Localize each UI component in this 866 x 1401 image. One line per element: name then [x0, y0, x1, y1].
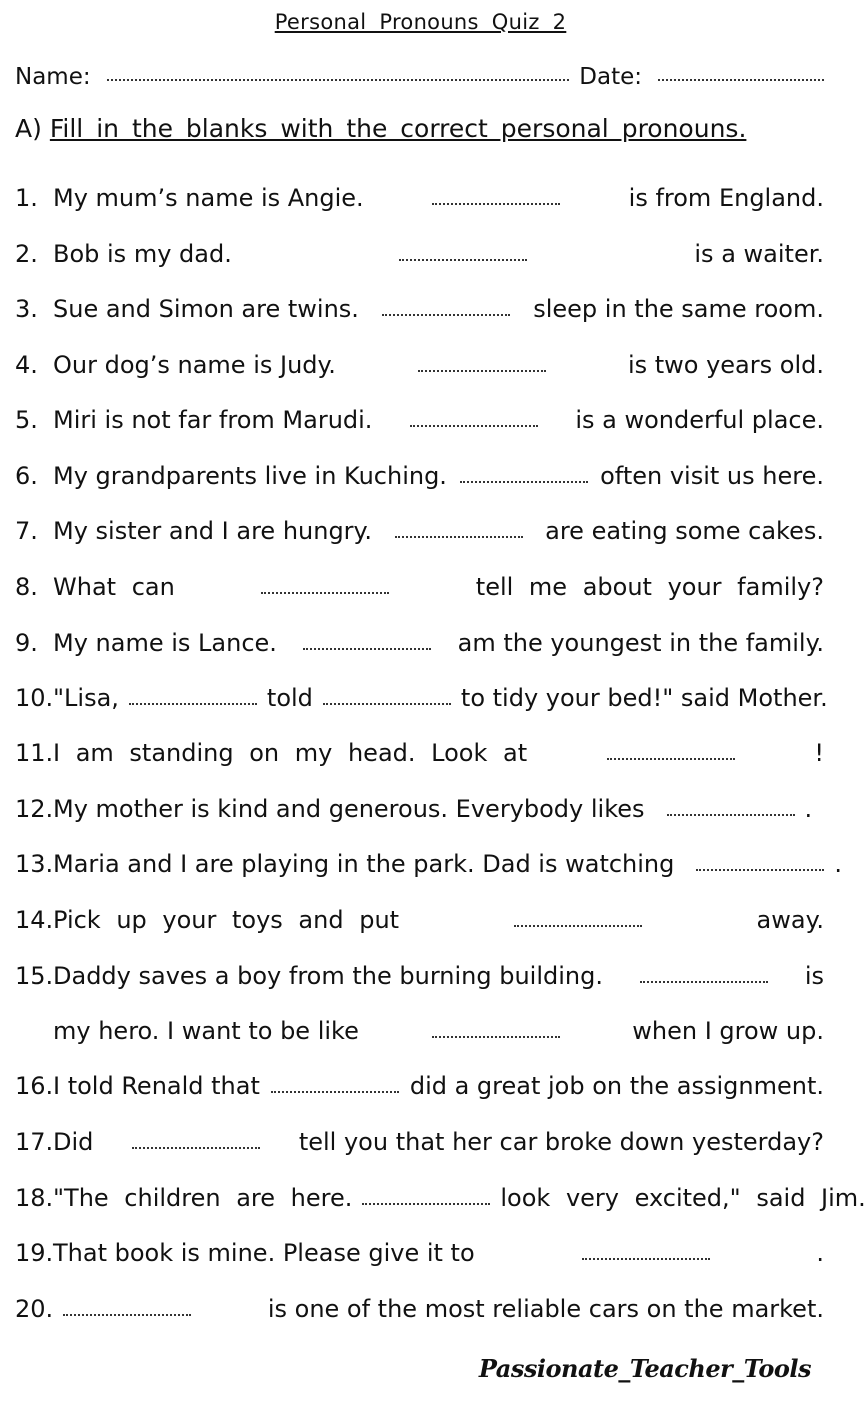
- question-text: [53, 1128, 824, 1156]
- question-text-segment: My mother is kind and generous. Everybody likes: [53, 795, 645, 823]
- question-text-segment: to tidy your bed!" said Mother.: [460, 684, 828, 712]
- question-text-segment: Our dog’s name is Judy.: [53, 351, 336, 379]
- question-text-segment: Sue and Simon are twins.: [53, 295, 359, 323]
- question-text-segment: That book is mine. Please give it to: [53, 1239, 475, 1267]
- question-text: [53, 184, 824, 212]
- quiz-title: Personal Pronouns Quiz 2: [274, 10, 567, 34]
- question-text-segment: is a wonderful place.: [575, 406, 824, 434]
- name-label: Name:: [15, 64, 91, 90]
- question-text-segment: My grandparents live in Kuching.: [53, 462, 447, 490]
- question-text-segment: Did: [53, 1128, 94, 1156]
- name-blank[interactable]: [107, 79, 570, 81]
- answer-blank[interactable]: [667, 814, 795, 816]
- answer-blank[interactable]: [399, 259, 527, 261]
- date-label: Date:: [579, 64, 642, 90]
- question-number: 16.: [15, 1072, 54, 1100]
- question-text: [53, 351, 824, 379]
- question-text: [53, 517, 824, 545]
- question-number: 5.: [15, 406, 38, 434]
- question-16: [15, 1005, 824, 1045]
- answer-blank[interactable]: [640, 981, 768, 983]
- answer-blank[interactable]: [582, 1258, 710, 1260]
- question-text-segment: told: [266, 684, 313, 712]
- question-7: [15, 505, 824, 545]
- answer-blank[interactable]: [696, 869, 824, 871]
- question-text-segment: My mum’s name is Angie.: [53, 184, 364, 212]
- answer-blank[interactable]: [382, 314, 510, 316]
- question-text-segment: .: [834, 850, 843, 878]
- question-text-segment: Daddy saves a boy from the burning building.: [53, 962, 603, 990]
- question-text-segment: is: [804, 962, 824, 990]
- question-text-segment: I am standing on my head. Look at: [53, 739, 528, 767]
- question-text-segment: What can: [53, 573, 175, 601]
- question-17: [15, 1060, 824, 1100]
- question-text: [53, 962, 824, 990]
- question-text-segment: .: [816, 1239, 824, 1267]
- question-text: [53, 684, 828, 712]
- question-text-segment: am the youngest in the family.: [457, 629, 824, 657]
- question-number: 12.: [15, 795, 54, 823]
- answer-blank[interactable]: [607, 758, 735, 760]
- question-text-segment: My name is Lance.: [53, 629, 277, 657]
- question-text: [53, 573, 824, 601]
- question-text-segment: sleep in the same room.: [533, 295, 824, 323]
- question-text: [53, 795, 824, 823]
- question-number: 14.: [15, 906, 54, 934]
- question-text: [53, 240, 824, 268]
- student-info-row: [15, 56, 824, 90]
- question-text-segment: Miri is not far from Marudi.: [53, 406, 373, 434]
- question-text: [53, 1239, 824, 1267]
- question-8: [15, 561, 824, 601]
- question-10: [15, 672, 828, 712]
- question-number: 6.: [15, 462, 38, 490]
- answer-blank[interactable]: [432, 203, 560, 205]
- question-text: [53, 462, 824, 490]
- question-text-segment: my hero. I want to be like: [53, 1017, 359, 1045]
- question-number: 10.: [15, 684, 54, 712]
- question-1: [15, 172, 824, 212]
- question-number: 13.: [15, 850, 54, 878]
- question-number: 17.: [15, 1128, 54, 1156]
- date-blank[interactable]: [658, 79, 824, 81]
- question-text: [53, 1295, 824, 1323]
- question-number: 2.: [15, 240, 38, 268]
- question-number: 9.: [15, 629, 38, 657]
- answer-blank[interactable]: [323, 703, 451, 705]
- question-text: [53, 1017, 824, 1045]
- question-20: [15, 1227, 824, 1267]
- question-number: 3.: [15, 295, 38, 323]
- answer-blank[interactable]: [63, 1314, 191, 1316]
- question-text-segment: tell you that her car broke down yesterday?: [298, 1128, 824, 1156]
- answer-blank[interactable]: [261, 592, 389, 594]
- section-heading: [15, 114, 824, 143]
- question-number: 11.: [15, 739, 54, 767]
- question-number: 15.: [15, 962, 54, 990]
- question-number: 7.: [15, 517, 38, 545]
- question-12: [15, 783, 824, 823]
- question-text-segment: "The children are here.: [53, 1184, 353, 1212]
- question-2: [15, 228, 824, 268]
- question-text-segment: "Lisa,: [53, 684, 119, 712]
- section-instruction: Fill in the blanks with the correct personal pronouns.: [49, 114, 747, 143]
- question-14: [15, 894, 824, 934]
- question-text-segment: away.: [756, 906, 824, 934]
- answer-blank[interactable]: [132, 1147, 260, 1149]
- question-text-segment: look very excited," said Jim.: [500, 1184, 866, 1212]
- question-text-segment: did a great job on the assignment.: [409, 1072, 824, 1100]
- question-text-segment: are eating some cakes.: [545, 517, 824, 545]
- answer-blank[interactable]: [410, 425, 538, 427]
- question-text-segment: My sister and I are hungry.: [53, 517, 372, 545]
- question-text-segment: tell me about your family?: [475, 573, 824, 601]
- answer-blank[interactable]: [418, 370, 546, 372]
- question-21: [15, 1283, 824, 1323]
- answer-blank[interactable]: [460, 481, 588, 483]
- question-9: [15, 617, 824, 657]
- footer-credit: Passionate_Teacher_Tools: [478, 1354, 811, 1383]
- answer-blank[interactable]: [271, 1091, 399, 1093]
- question-text: [53, 739, 824, 767]
- question-5: [15, 394, 824, 434]
- question-number: 18.: [15, 1184, 54, 1212]
- question-text-segment: .: [804, 795, 813, 823]
- question-text: [53, 1072, 824, 1100]
- question-text: [53, 1184, 866, 1212]
- answer-blank[interactable]: [129, 703, 257, 705]
- question-text-segment: is one of the most reliable cars on the market.: [267, 1295, 824, 1323]
- question-text-segment: is a waiter.: [694, 240, 824, 268]
- question-text: [53, 406, 824, 434]
- question-6: [15, 450, 824, 490]
- question-number: 19.: [15, 1239, 54, 1267]
- question-number: 1.: [15, 184, 38, 212]
- answer-blank[interactable]: [432, 1036, 560, 1038]
- question-11: [15, 727, 824, 767]
- question-text-segment: Pick up your toys and put: [53, 906, 400, 934]
- question-text-segment: is from England.: [628, 184, 824, 212]
- question-18: [15, 1116, 824, 1156]
- question-4: [15, 339, 824, 379]
- question-text: [53, 906, 824, 934]
- question-3: [15, 283, 824, 323]
- question-text: [53, 295, 824, 323]
- answer-blank[interactable]: [362, 1203, 490, 1205]
- question-text-segment: !: [814, 739, 824, 767]
- section-letter: A): [15, 114, 42, 143]
- question-number: 20.: [15, 1295, 54, 1323]
- answer-blank[interactable]: [514, 925, 642, 927]
- question-text-segment: Maria and I are playing in the park. Dad is watching: [53, 850, 675, 878]
- question-number: 4.: [15, 351, 38, 379]
- question-text: [53, 850, 854, 878]
- question-number: 8.: [15, 573, 38, 601]
- question-19: [15, 1172, 866, 1212]
- question-15: [15, 950, 824, 990]
- question-text: [53, 629, 824, 657]
- question-13: [15, 838, 843, 878]
- question-text-segment: is two years old.: [627, 351, 824, 379]
- question-text-segment: Bob is my dad.: [53, 240, 232, 268]
- answer-blank[interactable]: [395, 536, 523, 538]
- question-text-segment: I told Renald that: [53, 1072, 260, 1100]
- question-text-segment: when I grow up.: [632, 1017, 824, 1045]
- answer-blank[interactable]: [303, 648, 431, 650]
- question-text-segment: often visit us here.: [600, 462, 824, 490]
